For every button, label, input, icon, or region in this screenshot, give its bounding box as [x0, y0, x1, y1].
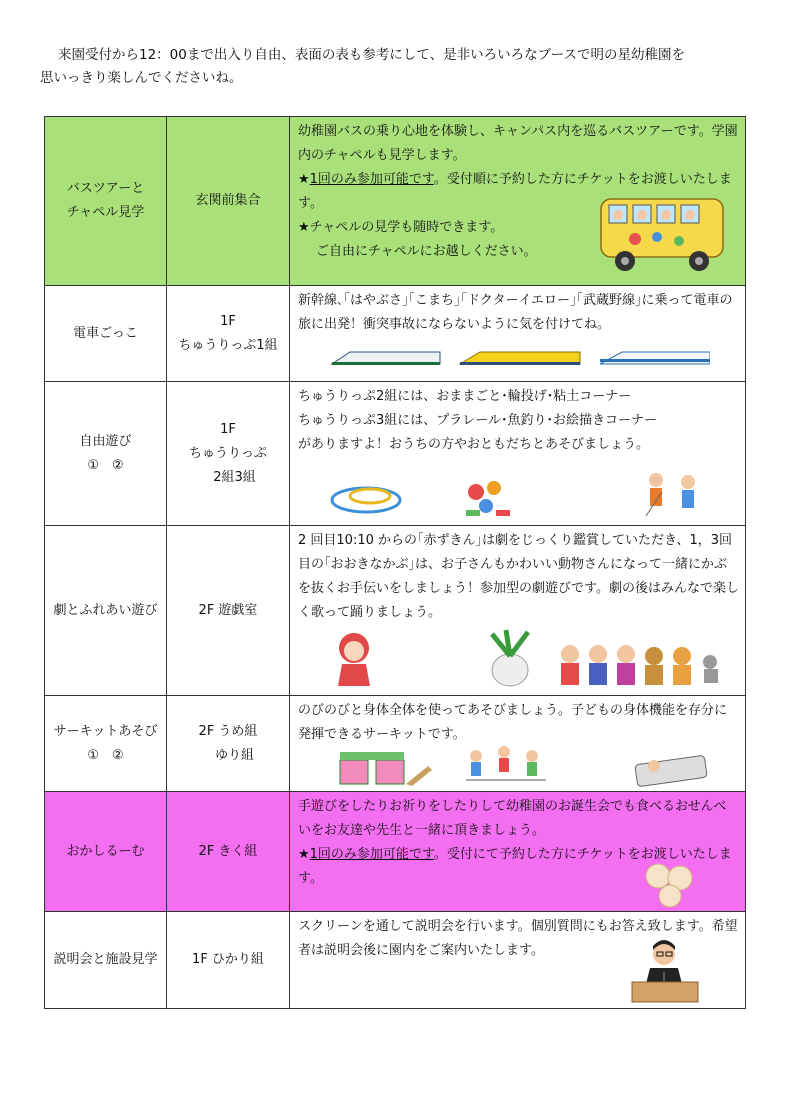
booth-name: [45, 382, 167, 526]
booth-table: [44, 116, 746, 1009]
booth-name-line: おかしるーむ: [66, 843, 145, 859]
star-mark: ★: [298, 847, 310, 862]
table-row: [45, 696, 746, 792]
booth-name-line: 説明会と施設見学: [53, 952, 158, 967]
booth-name-line: サーキットあそび: [53, 723, 158, 739]
table-row: [45, 382, 746, 526]
booth-place: [167, 382, 290, 526]
booth-place: [167, 696, 290, 792]
rice-cracker-illustration: [640, 862, 700, 908]
desc-text: ちゅうりっぷ2組には、おままごと･輪投げ･粘土コーナー: [298, 389, 632, 404]
booth-name: [45, 912, 167, 1009]
booth-name: [45, 526, 167, 696]
desc-text: がありますよ！おうちの方やおともだちとあそびましょう。: [298, 437, 650, 452]
booth-place: [167, 286, 290, 382]
booth-name-line: ① ②: [87, 457, 124, 473]
circuit-play-illustration: [336, 746, 726, 788]
table-row: [45, 286, 746, 382]
desc-text: 。受付にて予約した方にチケットをお渡しいたします。: [298, 847, 732, 886]
presenter-illustration: [628, 938, 702, 1004]
booth-place-line: 2F うめ組: [198, 723, 258, 739]
booth-place-line: 1F: [220, 313, 236, 329]
booth-place-line: ゆり組: [201, 747, 254, 763]
intro-text: [40, 44, 750, 90]
booth-place-line: 2F 遊戯室: [198, 602, 258, 618]
booth-description: [290, 526, 746, 696]
booth-place: [167, 117, 290, 286]
booth-name-line: 劇とふれあい遊び: [53, 602, 158, 618]
booth-description: [290, 382, 746, 526]
booth-place-line: 2F きく組: [198, 843, 258, 859]
booth-description: [290, 912, 746, 1009]
booth-name-line: ① ②: [87, 747, 124, 763]
star-mark: ★: [298, 172, 310, 187]
intro-line-1: 来園受付から12：00まで出入り自由、表面の表も参考にして、是非いろいろなブースで明の星幼稚園を: [58, 47, 686, 63]
once-only-notice: 1回のみ参加可能です: [309, 172, 434, 187]
desc-text: ちゅうりっぷ3組には、プラレール･魚釣り･お絵描きコーナー: [298, 413, 658, 428]
booth-place-line: 2組3組: [200, 469, 256, 485]
play-characters-illustration: [332, 626, 732, 692]
table-row: [45, 526, 746, 696]
desc-text: 2 回目10:10 からの｢赤ずきん｣は劇をじっくり鑑賞していただき、1，3回目の｢おおきなかぶ｣は、お子さんもかわいい動物さんになって一緒にかぶを抜くお手伝いをしましょう！参加型の劇遊びです。劇の後はみんなで楽しく歌って踊りましょう。: [298, 533, 739, 620]
booth-place: [167, 792, 290, 912]
table-row: [45, 792, 746, 912]
booth-name: [45, 286, 167, 382]
desc-text: 新幹線､｢はやぶさ｣｢こまち｣｢ドクターイエロー｣｢武蔵野線｣に乗って電車の旅に出発！衝突事故にならないように気を付けてね。: [298, 293, 733, 332]
booth-name: [45, 117, 167, 286]
booth-name: [45, 696, 167, 792]
booth-place-line: 1F: [220, 421, 236, 437]
desc-text: 。受付順に予約した方にチケットをお渡しいたします。: [298, 172, 732, 211]
booth-name-line: バスツアーと: [66, 181, 145, 196]
booth-name: [45, 792, 167, 912]
intro-line-2: 思いっきり楽しんでくださいね。: [40, 70, 243, 86]
booth-place-line: ちゅうりっぷ: [188, 445, 267, 461]
table-row: [45, 912, 746, 1009]
booth-place: [167, 526, 290, 696]
once-only-notice: 1回のみ参加可能です: [309, 847, 434, 862]
booth-name-line: 自由遊び: [79, 433, 132, 449]
school-bus-illustration: [595, 189, 729, 281]
desc-text: のびのびと身体全体を使ってあそびましょう。子どもの身体機能を存分に発揮できるサーキットです。: [298, 703, 728, 742]
desc-text: ご自由にチャペルにお越しください。: [316, 244, 537, 259]
booth-description: [290, 117, 746, 286]
booth-description: [290, 696, 746, 792]
booth-description: [290, 792, 746, 912]
desc-text: ★チャペルの見学も随時できます。: [298, 220, 504, 235]
trains-illustration: [330, 344, 710, 370]
booth-place-line: 1F ひかり組: [192, 952, 264, 967]
booth-place-line: 玄関前集合: [195, 193, 261, 208]
booth-name-line: チャペル見学: [66, 205, 145, 220]
booth-place-line: ちゅうりっぷ1組: [178, 337, 278, 353]
booth-description: [290, 286, 746, 382]
desc-text: 幼稚園バスの乗り心地を体験し、キャンパス内を巡るバスツアーです。学園内のチャペルも見学します。: [298, 124, 738, 163]
desc-text: スクリーンを通して説明会を行います。個別質問にもお答え致します。希望者は説明会後に園内をご案内いたします。: [298, 919, 738, 958]
booth-place: [167, 912, 290, 1009]
play-corner-illustrations: [326, 466, 726, 522]
booth-name-line: 電車ごっこ: [73, 325, 138, 341]
table-row: [45, 117, 746, 286]
desc-text: 手遊びをしたりお祈りをしたりして幼稚園のお誕生会でも食べるおせんべいをお友達や先生と一緒に頂きましょう。: [298, 799, 727, 838]
